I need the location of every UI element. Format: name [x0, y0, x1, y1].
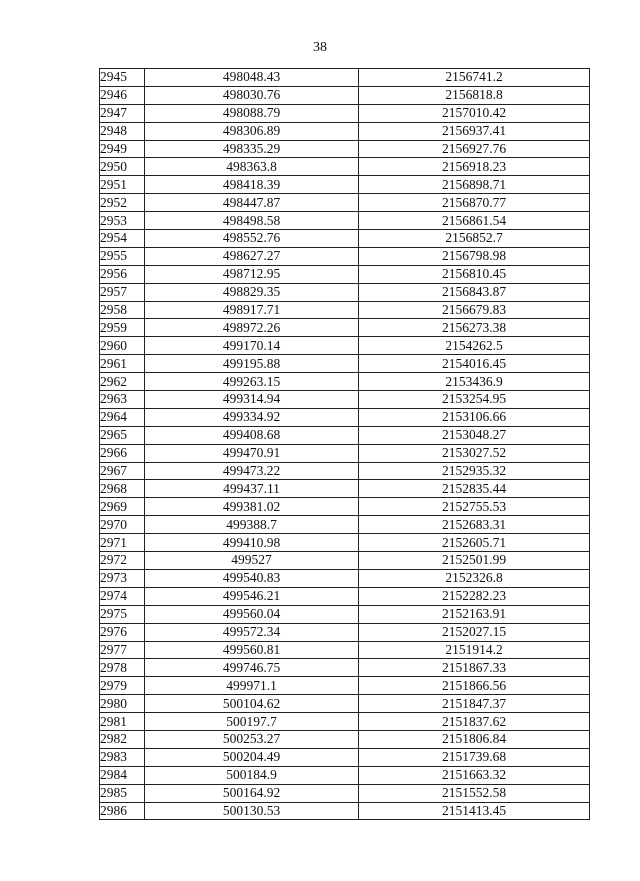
- x-coordinate-cell: 500164.92: [145, 784, 359, 802]
- y-coordinate-cell: 2151552.58: [359, 784, 590, 802]
- y-coordinate-cell: 2156898.71: [359, 176, 590, 194]
- page-number: 38: [313, 40, 327, 55]
- y-coordinate-cell: 2156273.38: [359, 319, 590, 337]
- y-coordinate-cell: 2151914.2: [359, 641, 590, 659]
- table-row: [100, 695, 590, 713]
- x-coordinate-cell: 498552.76: [145, 230, 359, 248]
- x-coordinate-cell: 498306.89: [145, 122, 359, 140]
- point-id-cell: 2982: [100, 730, 145, 748]
- y-coordinate-cell: 2153254.95: [359, 391, 590, 409]
- table-row: [100, 426, 590, 444]
- x-coordinate-cell: 498363.8: [145, 158, 359, 176]
- point-id-cell: 2966: [100, 444, 145, 462]
- point-id-cell: 2957: [100, 283, 145, 301]
- point-id-cell: 2963: [100, 391, 145, 409]
- y-coordinate-cell: 2152282.23: [359, 587, 590, 605]
- table-row: [100, 623, 590, 641]
- y-coordinate-cell: 2156918.23: [359, 158, 590, 176]
- x-coordinate-cell: 500184.9: [145, 766, 359, 784]
- x-coordinate-cell: 499263.15: [145, 373, 359, 391]
- y-coordinate-cell: 2152935.32: [359, 462, 590, 480]
- table-row: [100, 605, 590, 623]
- y-coordinate-cell: 2156861.54: [359, 212, 590, 230]
- point-id-cell: 2946: [100, 86, 145, 104]
- point-id-cell: 2951: [100, 176, 145, 194]
- x-coordinate-cell: 499388.7: [145, 516, 359, 534]
- point-id-cell: 2961: [100, 355, 145, 373]
- table-row: [100, 265, 590, 283]
- x-coordinate-cell: 498447.87: [145, 194, 359, 212]
- point-id-cell: 2948: [100, 122, 145, 140]
- y-coordinate-cell: 2151837.62: [359, 713, 590, 731]
- point-id-cell: 2980: [100, 695, 145, 713]
- table-row: [100, 784, 590, 802]
- y-coordinate-cell: 2151866.56: [359, 677, 590, 695]
- y-coordinate-cell: 2152683.31: [359, 516, 590, 534]
- x-coordinate-cell: 499470.91: [145, 444, 359, 462]
- point-id-cell: 2964: [100, 408, 145, 426]
- point-id-cell: 2967: [100, 462, 145, 480]
- x-coordinate-cell: 499410.98: [145, 534, 359, 552]
- point-id-cell: 2949: [100, 140, 145, 158]
- table-row: [100, 86, 590, 104]
- point-id-cell: 2959: [100, 319, 145, 337]
- point-id-cell: 2986: [100, 802, 145, 820]
- table-row: [100, 730, 590, 748]
- x-coordinate-cell: 500130.53: [145, 802, 359, 820]
- x-coordinate-cell: 498088.79: [145, 104, 359, 122]
- table-row: [100, 230, 590, 248]
- x-coordinate-cell: 499195.88: [145, 355, 359, 373]
- x-coordinate-cell: 499334.92: [145, 408, 359, 426]
- point-id-cell: 2947: [100, 104, 145, 122]
- table-row: [100, 355, 590, 373]
- y-coordinate-cell: 2152835.44: [359, 480, 590, 498]
- point-id-cell: 2972: [100, 552, 145, 570]
- table-row: [100, 641, 590, 659]
- point-id-cell: 2958: [100, 301, 145, 319]
- y-coordinate-cell: 2153436.9: [359, 373, 590, 391]
- point-id-cell: 2970: [100, 516, 145, 534]
- table-row: [100, 373, 590, 391]
- x-coordinate-cell: 499437.11: [145, 480, 359, 498]
- y-coordinate-cell: 2152501.99: [359, 552, 590, 570]
- y-coordinate-cell: 2153027.52: [359, 444, 590, 462]
- y-coordinate-cell: 2152326.8: [359, 569, 590, 587]
- y-coordinate-cell: 2156843.87: [359, 283, 590, 301]
- x-coordinate-cell: 498829.35: [145, 283, 359, 301]
- table-row: [100, 587, 590, 605]
- x-coordinate-cell: 498627.27: [145, 247, 359, 265]
- y-coordinate-cell: 2151806.84: [359, 730, 590, 748]
- point-id-cell: 2979: [100, 677, 145, 695]
- x-coordinate-cell: 498498.58: [145, 212, 359, 230]
- table-row: [100, 516, 590, 534]
- y-coordinate-cell: 2154016.45: [359, 355, 590, 373]
- point-id-cell: 2945: [100, 69, 145, 87]
- coordinates-table-body: [100, 69, 590, 820]
- x-coordinate-cell: 499381.02: [145, 498, 359, 516]
- table-row: [100, 569, 590, 587]
- x-coordinate-cell: 499473.22: [145, 462, 359, 480]
- y-coordinate-cell: 2153048.27: [359, 426, 590, 444]
- x-coordinate-cell: 499746.75: [145, 659, 359, 677]
- table-row: [100, 104, 590, 122]
- table-row: [100, 212, 590, 230]
- x-coordinate-cell: 500204.49: [145, 748, 359, 766]
- y-coordinate-cell: 2151867.33: [359, 659, 590, 677]
- table-row: [100, 140, 590, 158]
- x-coordinate-cell: 498418.39: [145, 176, 359, 194]
- table-row: [100, 498, 590, 516]
- point-id-cell: 2955: [100, 247, 145, 265]
- table-row: [100, 802, 590, 820]
- y-coordinate-cell: 2151413.45: [359, 802, 590, 820]
- y-coordinate-cell: 2156679.83: [359, 301, 590, 319]
- point-id-cell: 2981: [100, 713, 145, 731]
- x-coordinate-cell: 499572.34: [145, 623, 359, 641]
- table-row: [100, 69, 590, 87]
- point-id-cell: 2984: [100, 766, 145, 784]
- table-row: [100, 766, 590, 784]
- table-row: [100, 337, 590, 355]
- point-id-cell: 2960: [100, 337, 145, 355]
- x-coordinate-cell: 498712.95: [145, 265, 359, 283]
- table-row: [100, 408, 590, 426]
- point-id-cell: 2973: [100, 569, 145, 587]
- table-row: [100, 552, 590, 570]
- point-id-cell: 2985: [100, 784, 145, 802]
- x-coordinate-cell: 500197.7: [145, 713, 359, 731]
- x-coordinate-cell: 498917.71: [145, 301, 359, 319]
- point-id-cell: 2977: [100, 641, 145, 659]
- x-coordinate-cell: 499540.83: [145, 569, 359, 587]
- table-row: [100, 247, 590, 265]
- y-coordinate-cell: 2156852.7: [359, 230, 590, 248]
- x-coordinate-cell: 499408.68: [145, 426, 359, 444]
- table-row: [100, 122, 590, 140]
- y-coordinate-cell: 2152163.91: [359, 605, 590, 623]
- y-coordinate-cell: 2157010.42: [359, 104, 590, 122]
- table-row: [100, 677, 590, 695]
- point-id-cell: 2953: [100, 212, 145, 230]
- y-coordinate-cell: 2156927.76: [359, 140, 590, 158]
- y-coordinate-cell: 2151847.37: [359, 695, 590, 713]
- y-coordinate-cell: 2156937.41: [359, 122, 590, 140]
- x-coordinate-cell: 499314.94: [145, 391, 359, 409]
- table-row: [100, 319, 590, 337]
- table-row: [100, 283, 590, 301]
- point-id-cell: 2968: [100, 480, 145, 498]
- table-row: [100, 480, 590, 498]
- y-coordinate-cell: 2156870.77: [359, 194, 590, 212]
- point-id-cell: 2975: [100, 605, 145, 623]
- y-coordinate-cell: 2156798.98: [359, 247, 590, 265]
- x-coordinate-cell: 498335.29: [145, 140, 359, 158]
- x-coordinate-cell: 499546.21: [145, 587, 359, 605]
- point-id-cell: 2983: [100, 748, 145, 766]
- y-coordinate-cell: 2151739.68: [359, 748, 590, 766]
- table-row: [100, 391, 590, 409]
- table-row: [100, 713, 590, 731]
- x-coordinate-cell: 499971.1: [145, 677, 359, 695]
- x-coordinate-cell: 498972.26: [145, 319, 359, 337]
- table-row: [100, 176, 590, 194]
- table-row: [100, 659, 590, 677]
- point-id-cell: 2978: [100, 659, 145, 677]
- point-id-cell: 2954: [100, 230, 145, 248]
- y-coordinate-cell: 2152755.53: [359, 498, 590, 516]
- y-coordinate-cell: 2152027.15: [359, 623, 590, 641]
- point-id-cell: 2971: [100, 534, 145, 552]
- x-coordinate-cell: 499527: [145, 552, 359, 570]
- x-coordinate-cell: 499560.04: [145, 605, 359, 623]
- x-coordinate-cell: 499560.81: [145, 641, 359, 659]
- y-coordinate-cell: 2152605.71: [359, 534, 590, 552]
- y-coordinate-cell: 2156741.2: [359, 69, 590, 87]
- point-id-cell: 2969: [100, 498, 145, 516]
- table-row: [100, 301, 590, 319]
- y-coordinate-cell: 2151663.32: [359, 766, 590, 784]
- x-coordinate-cell: 498030.76: [145, 86, 359, 104]
- table-row: [100, 748, 590, 766]
- point-id-cell: 2965: [100, 426, 145, 444]
- table-row: [100, 534, 590, 552]
- x-coordinate-cell: 500104.62: [145, 695, 359, 713]
- x-coordinate-cell: 499170.14: [145, 337, 359, 355]
- x-coordinate-cell: 500253.27: [145, 730, 359, 748]
- point-id-cell: 2956: [100, 265, 145, 283]
- point-id-cell: 2952: [100, 194, 145, 212]
- table-row: [100, 444, 590, 462]
- y-coordinate-cell: 2153106.66: [359, 408, 590, 426]
- coordinates-table: [99, 68, 590, 820]
- table-row: [100, 462, 590, 480]
- point-id-cell: 2974: [100, 587, 145, 605]
- point-id-cell: 2962: [100, 373, 145, 391]
- x-coordinate-cell: 498048.43: [145, 69, 359, 87]
- y-coordinate-cell: 2156810.45: [359, 265, 590, 283]
- table-row: [100, 158, 590, 176]
- y-coordinate-cell: 2156818.8: [359, 86, 590, 104]
- point-id-cell: 2950: [100, 158, 145, 176]
- table-row: [100, 194, 590, 212]
- point-id-cell: 2976: [100, 623, 145, 641]
- y-coordinate-cell: 2154262.5: [359, 337, 590, 355]
